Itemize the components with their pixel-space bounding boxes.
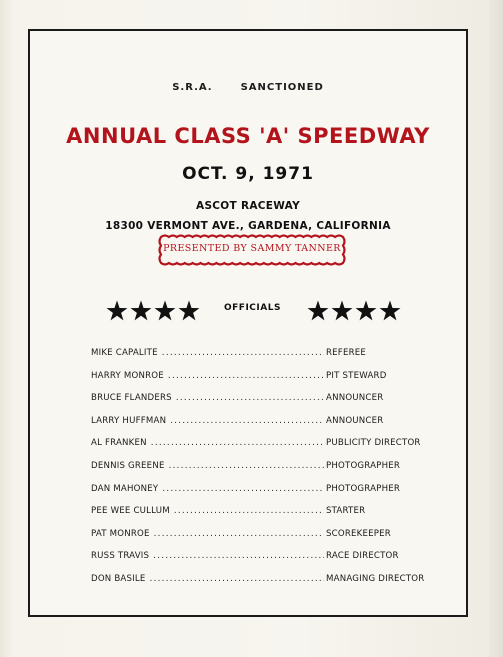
black-star-icon [130,299,152,323]
official-role: PIT STEWARD [326,370,387,381]
black-star-icon [154,299,176,323]
officials-heading: OFFICIALS [224,303,281,313]
official-name: AL FRANKEN ..... [91,438,324,448]
official-role: PUBLICITY DIRECTOR [326,438,421,449]
official-role: RACE DIRECTOR [326,551,399,562]
event-date: OCT. 9, 1971 [182,164,314,184]
black-star-icon [379,299,401,323]
official-role: PHOTOGRAPHER [326,483,401,494]
venue-address: 18300 VERMONT AVE., GARDENA, CALIFORNIA [105,220,391,232]
official-role: MANAGING DIRECTOR [326,574,425,584]
black-star-icon [355,299,377,323]
official-role: ANNOUNCER [326,415,384,426]
presented-by-banner [158,234,346,266]
official-role: ANNOUNCER [326,393,384,404]
black-star-icon [307,299,329,323]
official-name: MIKE CAPALITE ..... [91,348,324,358]
black-star-icon [331,299,353,323]
official-name: LARRY HUFFMAN ..... [91,416,324,426]
official-name: DON BASILE ..... [91,574,324,584]
official-name: BRUCE FLANDERS ..... [91,393,324,403]
official-role: SCOREKEEPER [326,528,391,539]
official-role: PHOTOGRAPHER [326,461,401,471]
next-page-edge [489,0,503,657]
official-role: REFEREE [326,348,367,358]
sra-label: S.R.A. [172,82,213,93]
official-name: PEE WEE CULLUM ..... [91,506,324,516]
official-role: STARTER [326,506,366,517]
official-name: DENNIS GREENE ..... [91,461,324,471]
stars-right [307,299,401,325]
official-name: RUSS TRAVIS ..... [91,551,324,561]
presented-by-text: PRESENTED BY SAMMY TANNER [163,243,341,254]
venue-name: ASCOT RACEWAY [196,200,300,212]
sanctioned-label: SANCTIONED [240,82,324,93]
event-title: ANNUAL CLASS 'A' SPEEDWAY [66,124,430,148]
official-name: PAT MONROE ..... [91,529,324,539]
stars-left [106,299,200,325]
black-star-icon [178,299,200,323]
black-star-icon [106,299,128,323]
official-name: DAN MAHONEY ..... [91,484,324,494]
official-name: HARRY MONROE ..... [91,371,324,381]
sanction-line [30,82,466,93]
